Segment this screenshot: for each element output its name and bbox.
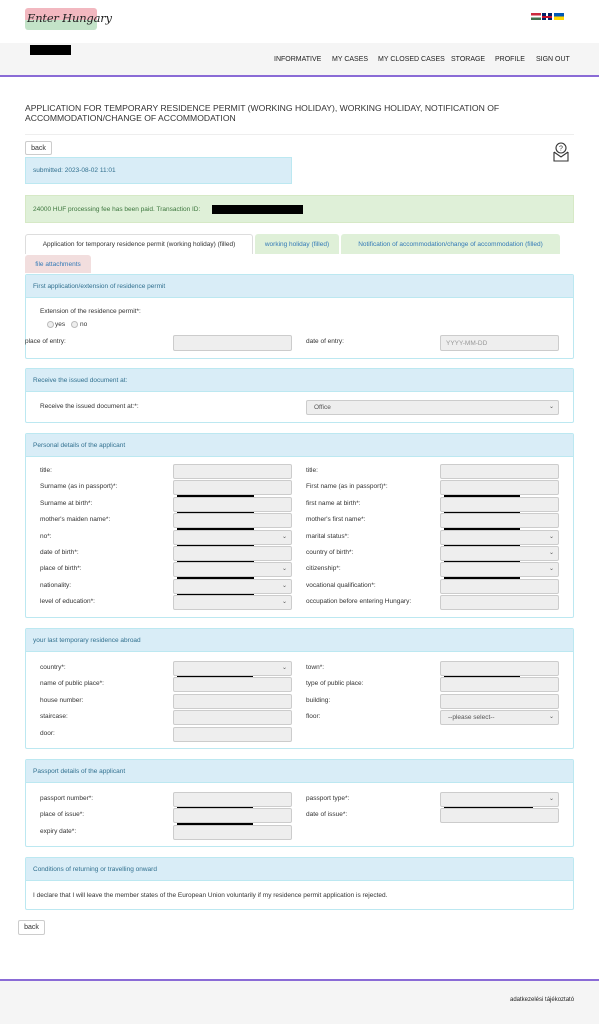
- field-label: expiry date*:: [40, 827, 77, 835]
- select-input[interactable]: [173, 661, 292, 676]
- text-input[interactable]: [440, 513, 559, 528]
- privacy-notice-link[interactable]: adatkezelési tájékoztató: [510, 997, 575, 1003]
- tab-working-holiday[interactable]: working holiday (filled): [255, 234, 339, 254]
- field-label: Surname (as in passport)*:: [40, 483, 118, 491]
- back-button[interactable]: back: [25, 141, 52, 155]
- chevron-down-icon: ⌄: [281, 566, 287, 573]
- field-label: country of birth*:: [306, 549, 354, 556]
- field-label: citizenship*:: [306, 565, 341, 573]
- field-label: place of issue*:: [40, 811, 85, 819]
- field-label: marital status*:: [306, 532, 349, 540]
- extension-label: Extension of the residence permit*:: [40, 308, 141, 315]
- select-input[interactable]: [440, 546, 559, 561]
- select-input[interactable]: [440, 792, 559, 807]
- text-input[interactable]: [440, 694, 559, 709]
- email-question-icon[interactable]: [552, 142, 570, 162]
- field-label: passport type*:: [306, 795, 350, 802]
- panel-title: Passport details of the applicant: [26, 760, 573, 783]
- field-label: mother's maiden name*:: [40, 516, 111, 524]
- enter-hungary-logo[interactable]: [25, 8, 112, 30]
- field-label: door:: [40, 729, 55, 737]
- field-label: nationality:: [40, 581, 72, 589]
- tab-application[interactable]: Application for temporary residence permit (working holiday) (filled): [25, 234, 253, 254]
- chevron-down-icon: ⌄: [281, 599, 287, 606]
- select-input[interactable]: [173, 530, 292, 545]
- select-input[interactable]: [440, 530, 559, 545]
- text-input[interactable]: [440, 661, 559, 676]
- tab-notification-accommodation[interactable]: Notification of accommodation/change of accommodation (filled): [341, 234, 560, 254]
- text-input[interactable]: [173, 480, 292, 495]
- date-of-entry-label: date of entry:: [306, 338, 344, 345]
- select-value: --please select--: [448, 714, 495, 722]
- text-input[interactable]: [173, 464, 292, 479]
- text-input[interactable]: [440, 497, 559, 512]
- chevron-down-icon: ⌄: [548, 714, 554, 721]
- nav-profile[interactable]: PROFILE: [495, 56, 525, 63]
- field-label: town*:: [306, 664, 325, 671]
- field-label: mother's first name*:: [306, 516, 366, 524]
- text-input[interactable]: [440, 808, 559, 823]
- text-input[interactable]: [440, 677, 559, 692]
- receive-value: Office: [314, 404, 331, 411]
- chevron-down-icon: ⌄: [281, 582, 287, 589]
- text-input[interactable]: [173, 808, 292, 823]
- field-label: country*:: [40, 664, 66, 671]
- nav-sign-out[interactable]: SIGN OUT: [536, 56, 570, 63]
- field-label: title:: [306, 467, 318, 474]
- field-label: house number:: [40, 696, 84, 704]
- nav-informative[interactable]: INFORMATIVE: [274, 56, 322, 63]
- chevron-down-icon: ⌄: [548, 566, 554, 573]
- ukrainian-flag-icon[interactable]: [554, 13, 564, 20]
- tab-file-attachments[interactable]: file attachments: [25, 255, 91, 273]
- receive-label: Receive the issued document at:*:: [40, 403, 139, 410]
- field-label: date of birth*:: [40, 549, 79, 556]
- logo-text: Enter Hungary: [27, 11, 112, 25]
- back-button-bottom[interactable]: back: [18, 920, 45, 935]
- chevron-down-icon: ⌄: [548, 550, 554, 556]
- field-label: type of public place:: [306, 680, 364, 688]
- select-input[interactable]: [440, 710, 559, 725]
- text-input[interactable]: [173, 546, 292, 561]
- text-input[interactable]: [440, 579, 559, 594]
- text-input[interactable]: [173, 825, 292, 840]
- panel-title: Receive the issued document at:: [26, 369, 573, 392]
- radio-yes-label: yes: [55, 321, 66, 328]
- panel-title: Personal details of the applicant: [26, 434, 573, 457]
- field-label: date of issue*:: [306, 811, 348, 819]
- field-label: place of birth*:: [40, 565, 82, 573]
- select-input[interactable]: [440, 562, 559, 577]
- receive-select[interactable]: [306, 400, 559, 415]
- field-label: name of public place*:: [40, 680, 104, 688]
- title-divider: [25, 134, 574, 135]
- panel-conditions: [25, 857, 574, 910]
- radio-no-label: no: [80, 321, 88, 328]
- field-label: Surname at birth*:: [40, 499, 93, 507]
- field-label: title:: [40, 467, 52, 474]
- chevron-down-icon: ⌄: [548, 796, 554, 802]
- text-input[interactable]: [440, 464, 559, 479]
- field-label: vocational qualification*:: [306, 581, 376, 589]
- field-label: occupation before entering Hungary:: [306, 598, 412, 606]
- select-input[interactable]: [173, 579, 292, 594]
- field-label: First name (as in passport)*:: [306, 483, 388, 491]
- place-of-entry-label: place of entry:: [25, 338, 66, 345]
- field-label: floor:: [306, 713, 321, 721]
- text-input[interactable]: [440, 480, 559, 495]
- nav-storage[interactable]: STORAGE: [451, 56, 486, 63]
- text-input[interactable]: [173, 727, 292, 742]
- panel-title: your last temporary residence abroad: [26, 629, 573, 652]
- text-input[interactable]: [173, 710, 292, 725]
- field-label: level of education*:: [40, 598, 95, 606]
- page-title: APPLICATION FOR TEMPORARY RESIDENCE PERMIT (WORKING HOLIDAY), WORKING HOLIDAY, NOTIFICATION OF ACCOMMODATION/CHANGE OF ACCOMMODATION: [25, 103, 500, 123]
- redacted-username: [30, 45, 71, 55]
- field-label: first name at birth*:: [306, 499, 361, 507]
- select-input[interactable]: [173, 562, 292, 577]
- field-label: staircase:: [40, 713, 68, 721]
- nav-my-cases[interactable]: MY CASES: [332, 56, 369, 63]
- hungarian-flag-icon[interactable]: [531, 13, 541, 20]
- text-input[interactable]: [173, 513, 292, 528]
- panel-title: Conditions of returning or travelling onward: [26, 858, 573, 881]
- radio-no[interactable]: [71, 321, 78, 328]
- chevron-down-icon: ⌄: [281, 533, 287, 540]
- text-input[interactable]: [173, 497, 292, 512]
- text-input[interactable]: [173, 677, 292, 692]
- fee-paid-text: 24000 HUF processing fee has been paid. Transaction ID:: [33, 205, 201, 213]
- chevron-down-icon: ⌄: [548, 404, 554, 410]
- chevron-down-icon: ⌄: [281, 665, 287, 671]
- svg-text:?: ?: [559, 145, 563, 153]
- text-input[interactable]: [173, 792, 292, 807]
- chevron-down-icon: ⌄: [548, 533, 554, 540]
- field-label: building:: [306, 696, 331, 704]
- place-of-entry-field[interactable]: [173, 335, 292, 351]
- text-input[interactable]: [173, 694, 292, 709]
- radio-yes[interactable]: [47, 321, 54, 328]
- text-input[interactable]: [440, 595, 559, 610]
- select-input[interactable]: [173, 595, 292, 610]
- redacted-transaction-id: [212, 205, 303, 214]
- date-of-entry-field[interactable]: YYYY-MM-DD: [440, 335, 559, 351]
- field-label: passport number*:: [40, 795, 94, 802]
- field-label: no*:: [40, 532, 52, 540]
- submitted-info: submitted: 2023-08-02 11:01: [25, 157, 292, 184]
- conditions-text: I declare that I will leave the member states of the European Union voluntarily if my residence permit application is rejected.: [33, 892, 388, 899]
- nav-my-closed-cases[interactable]: MY CLOSED CASES: [378, 56, 445, 63]
- panel-title: First application/extension of residence permit: [26, 275, 573, 298]
- uk-flag-icon[interactable]: [542, 13, 552, 20]
